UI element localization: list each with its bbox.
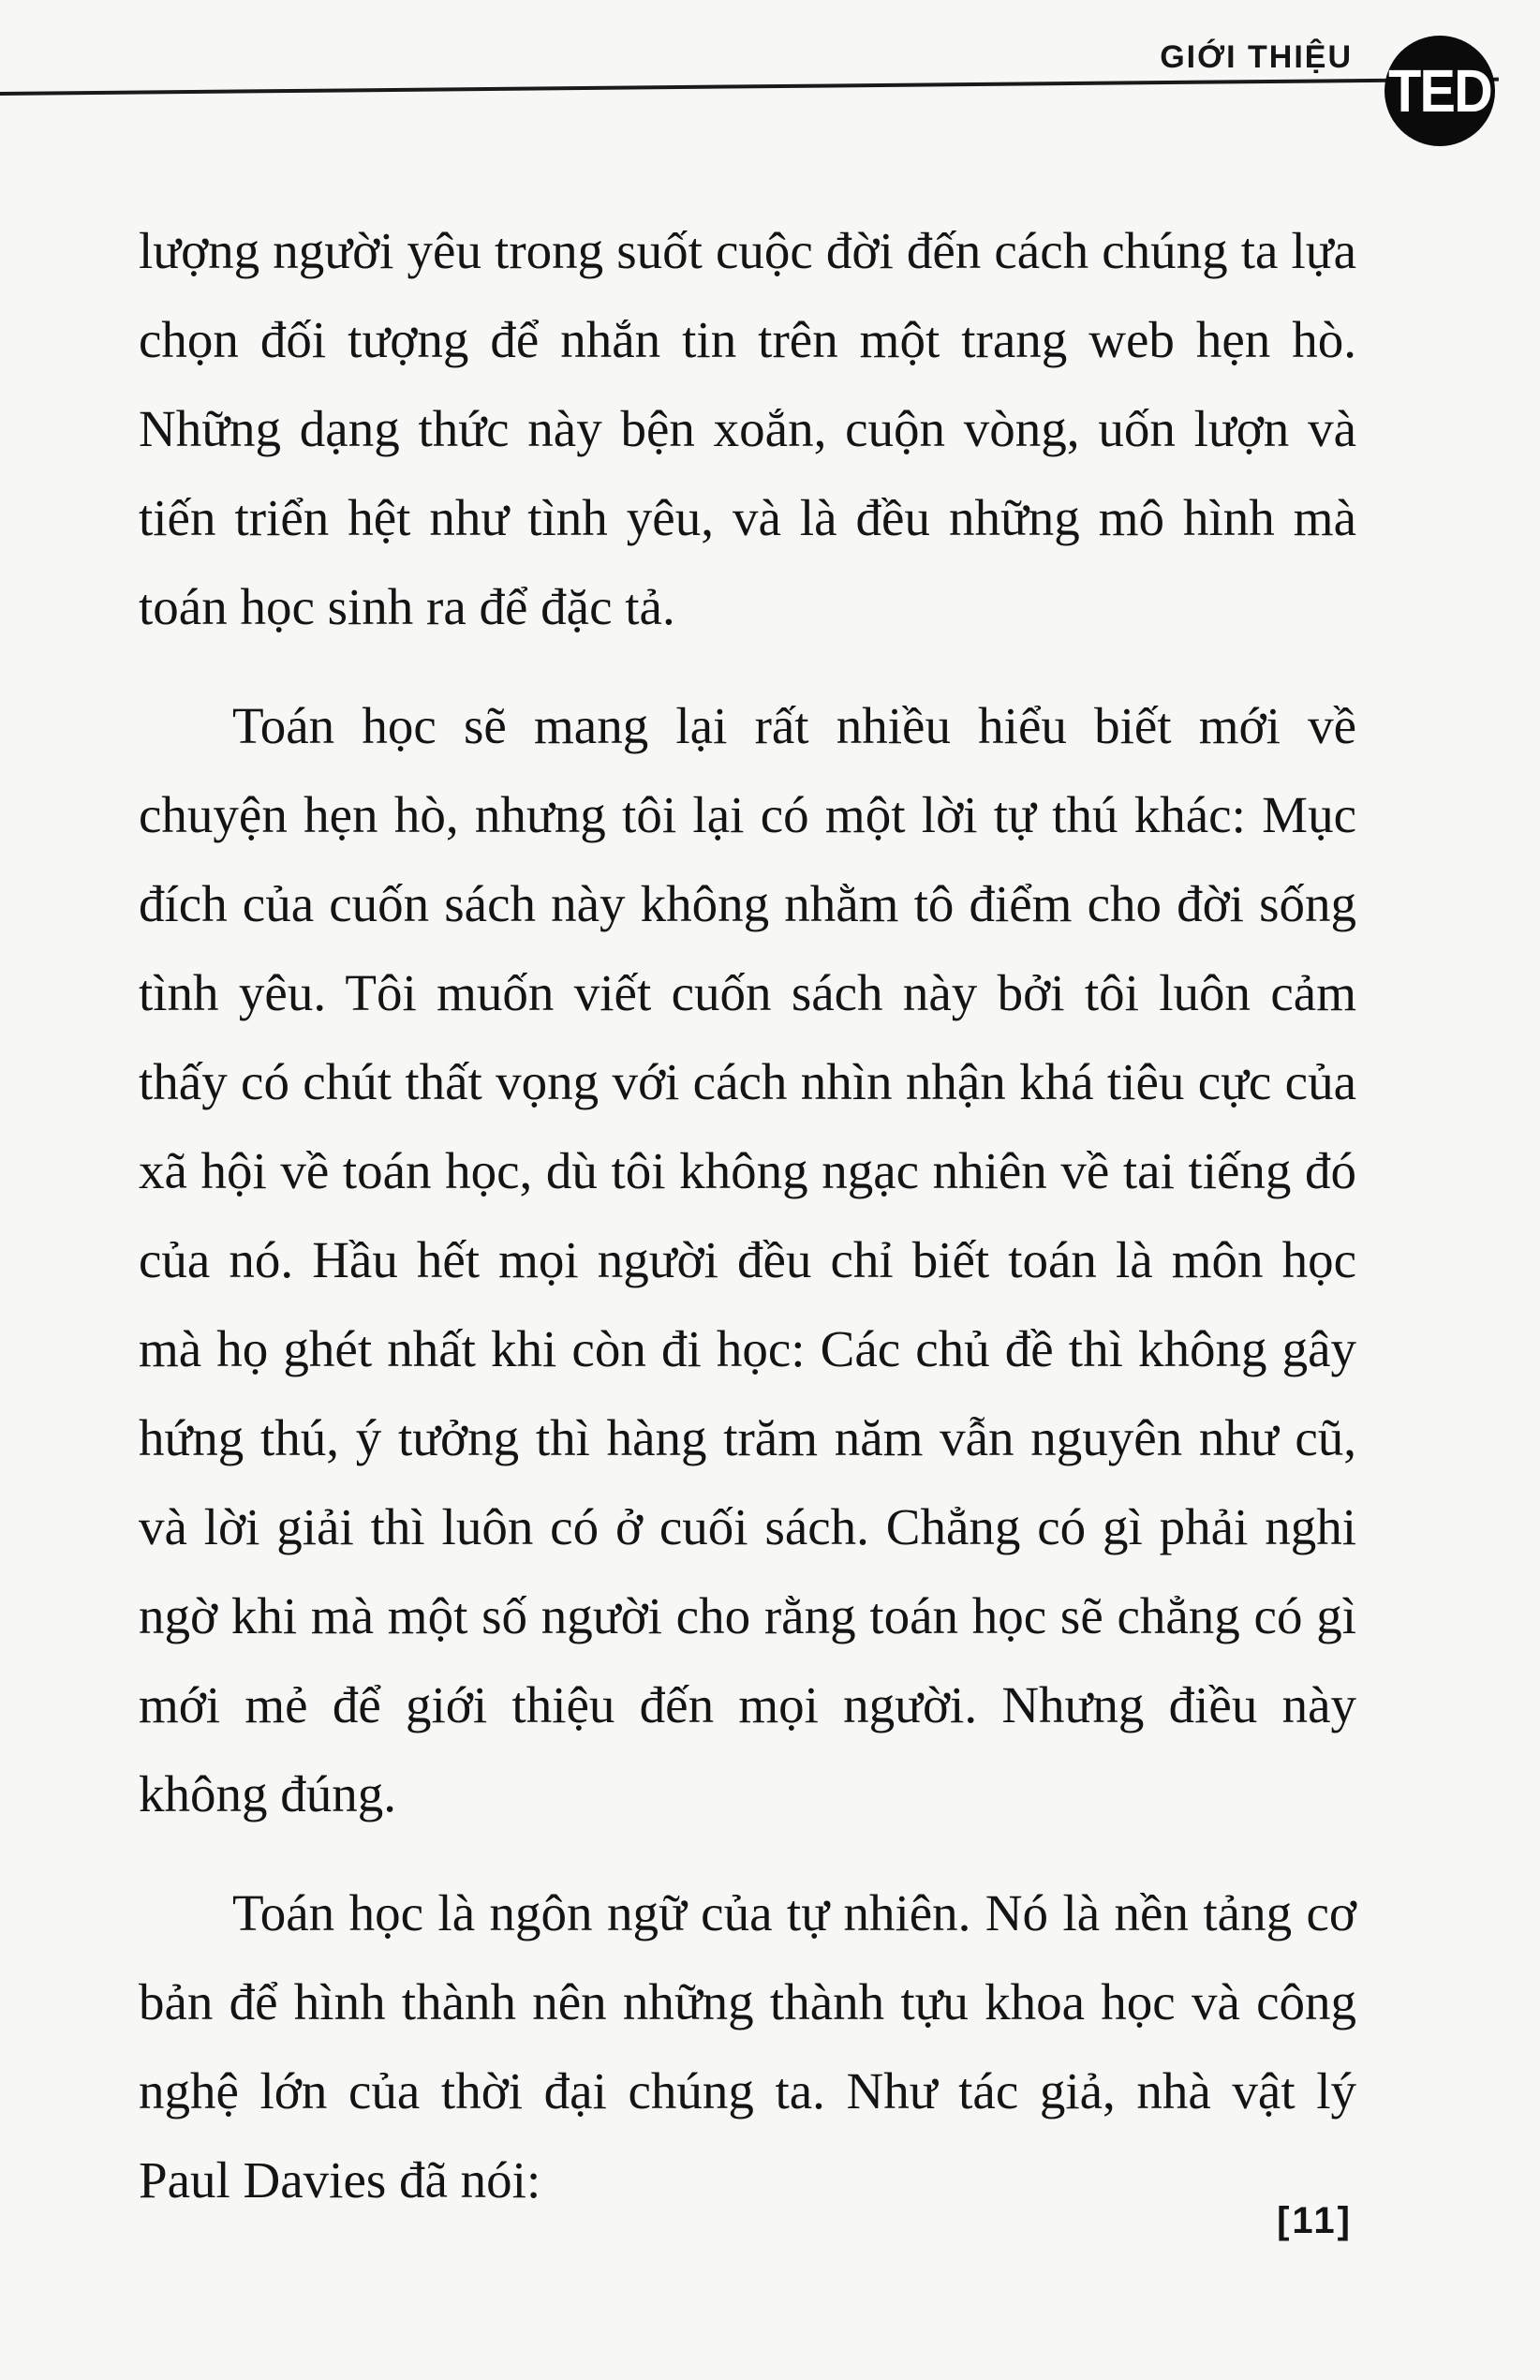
paragraph-continued: lượng người yêu trong suốt cuộc đời đến cách chúng ta lựa chọn đối tượng để nhắn tin trên một trang web hẹn hò. Những dạng thức này bện xoắn, cuộn vòng, uốn lượn và tiến triển hệt như tình yêu, và là đều những mô hình mà toán học sinh ra để đặc tả. xyxy=(139,222,1356,635)
page-number: [11] xyxy=(1277,2200,1353,2241)
paragraph: Toán học sẽ mang lại rất nhiều hiểu biết mới về chuyện hẹn hò, nhưng tôi lại có một lời tự thú khác: Mục đích của cuốn sách này không nhằm tô điểm cho đời sống tình yêu. Tôi muốn viết cuốn sách này bởi tôi luôn cảm thấy có chút thất vọng với cách nhìn nhận khá tiêu cực của xã hội về toán học, dù tôi không ngạc nhiên về tai tiếng đó của nó. Hầu hết mọi người đều chỉ biết toán là môn học mà họ ghét nhất khi còn đi học: Các chủ đề thì không gây hứng thú, ý tưởng thì hàng trăm năm vẫn nguyên như cũ, và lời giải thì luôn có ở cuối sách. Chẳng có gì phải nghi ngờ khi mà một số người cho rằng toán học sẽ chẳng có gì mới mẻ để giới thiệu đến mọi người. Nhưng điều này không đúng. xyxy=(139,697,1356,1822)
header-rule xyxy=(0,78,1499,96)
page-body xyxy=(139,206,1356,2224)
section-title: GIỚI THIỆU xyxy=(1160,39,1353,75)
page-header xyxy=(0,0,1540,169)
ted-logo xyxy=(1385,36,1495,146)
ted-logo-text: TED xyxy=(1388,57,1491,125)
paragraph: Toán học là ngôn ngữ của tự nhiên. Nó là nền tảng cơ bản để hình thành nên những thành tựu khoa học và công nghệ lớn của thời đại chúng ta. Như tác giả, nhà vật lý Paul Davies đã nói: xyxy=(139,1884,1356,2209)
